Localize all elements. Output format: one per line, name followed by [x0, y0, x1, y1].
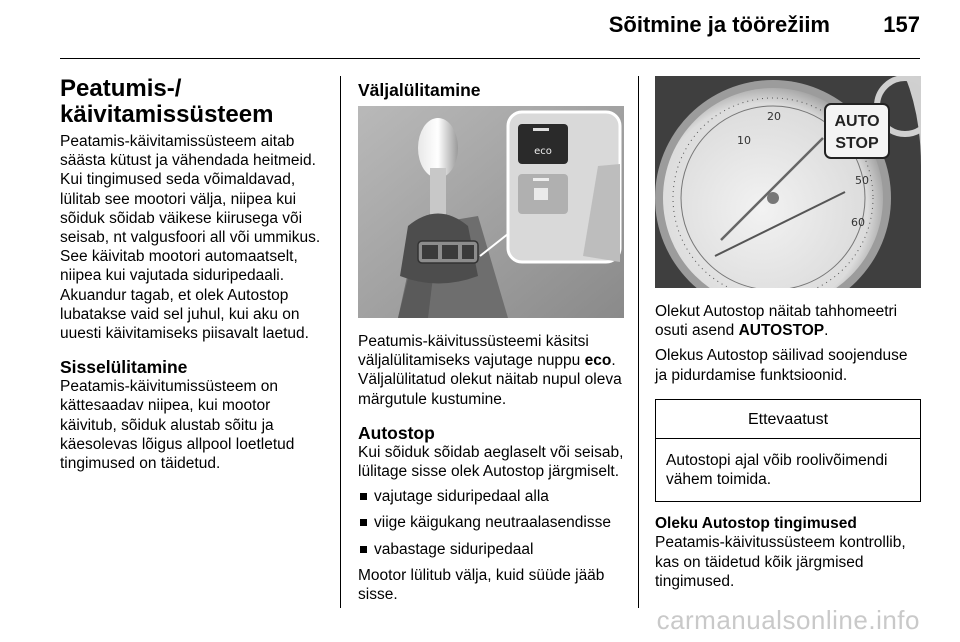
autostop-indicator-paragraph: Olekut Autostop näitab tahhomeetri osuti asend AUTOSTOP.: [655, 303, 898, 340]
subsection-heading-conditions: Oleku Autostop tingimused: [655, 515, 857, 533]
engine-off-paragraph: Mootor lülitub välja, kuid süüde jääb sisse.: [358, 566, 605, 604]
column-3: [655, 76, 921, 591]
caution-box: [655, 399, 921, 503]
autostop-paragraph: Kui sõiduk sõidab aeglaselt või seisab, lülitage sisse olek Autostop järgmiselt.: [358, 443, 624, 481]
column-2: [358, 80, 624, 604]
subsection-heading-valjalulitamine: Väljalülitamine: [358, 80, 481, 100]
subsection-heading-sisselulitamine: Sisselülitamine: [60, 357, 188, 378]
subsection-heading-autostop: Autostop: [358, 422, 435, 443]
page-number: 157: [883, 12, 920, 37]
list-item: vajutage siduripedaal alla: [358, 487, 624, 506]
watermark: carmanualsonline.info: [656, 605, 920, 635]
eco-button-photo: [358, 106, 624, 318]
list-item: vabastage siduripedaal: [358, 540, 624, 559]
autostop-steps-list: [358, 487, 624, 559]
caution-title: Ettevaatust: [656, 400, 920, 439]
eco-button-label: eco: [534, 146, 552, 157]
column-divider-1: [340, 76, 341, 608]
autostop-label-line1: AUTO: [834, 113, 880, 130]
tachometer-illustration: [655, 76, 921, 288]
gauge-scale-number: 20: [767, 110, 781, 123]
autostop-functions-paragraph: Olekus Autostop säilivad soojenduse ja pidurdamise funktsioonid.: [655, 347, 908, 384]
header-rule: [60, 58, 920, 59]
gauge-scale-number: 10: [737, 134, 751, 147]
page-header-title: Sõitmine ja töörežiim: [608, 12, 830, 37]
gauge-scale-number: 60: [851, 216, 865, 229]
caution-text: Autostopi ajal võib roolivõimendi vähem toimida.: [666, 452, 888, 489]
list-item: viige käigukang neutraalasendisse: [358, 513, 624, 532]
autostop-label-line2: STOP: [835, 135, 879, 152]
sisselulitamine-paragraph: Peatamis-käivitumissüsteem on kättesaadav niipea, kui mootor käivitub, sõiduk alustab sõitu ja käesolevas lõigus allpool loetletud tingimused on täidetud.: [60, 378, 295, 473]
intro-paragraph: Peatamis-käivitamissüsteem aitab säästa kütust ja vähendada heitmeid. Kui tingimused seda võimaldavad, lülitab see mootori välja, niipea kui sõiduk sõidab väikese kiirusega või seisab, nt valgusfoori all või ummikus. See käivitab mootori automaatselt, niipea kui vajutada siduripedaali. Akuandur tagab, et olek Autostop lubatakse vaid sel juhul, kui aku on uuesti käivitamiseks piisavalt laetud.: [60, 133, 321, 343]
section-heading: Peatumis-/ käivitamissüsteem: [60, 75, 274, 128]
gauge-scale-number: 50: [855, 174, 869, 187]
column-1: [60, 76, 330, 473]
valjalulitamine-paragraph: Peatumis-käivitussüsteemi käsitsi väljalülitamiseks vajutage nuppu eco. Väljalülitatud olekut näitab nupul oleva märgutule kustumine.: [358, 333, 622, 408]
eco-button-illustration: [358, 106, 624, 318]
column-divider-2: [638, 76, 639, 608]
conditions-paragraph: Peatamis-käivitussüsteem kontrollib, kas on täidetud kõik järgmised tingimused.: [655, 534, 906, 590]
tachometer-photo: [655, 76, 921, 288]
